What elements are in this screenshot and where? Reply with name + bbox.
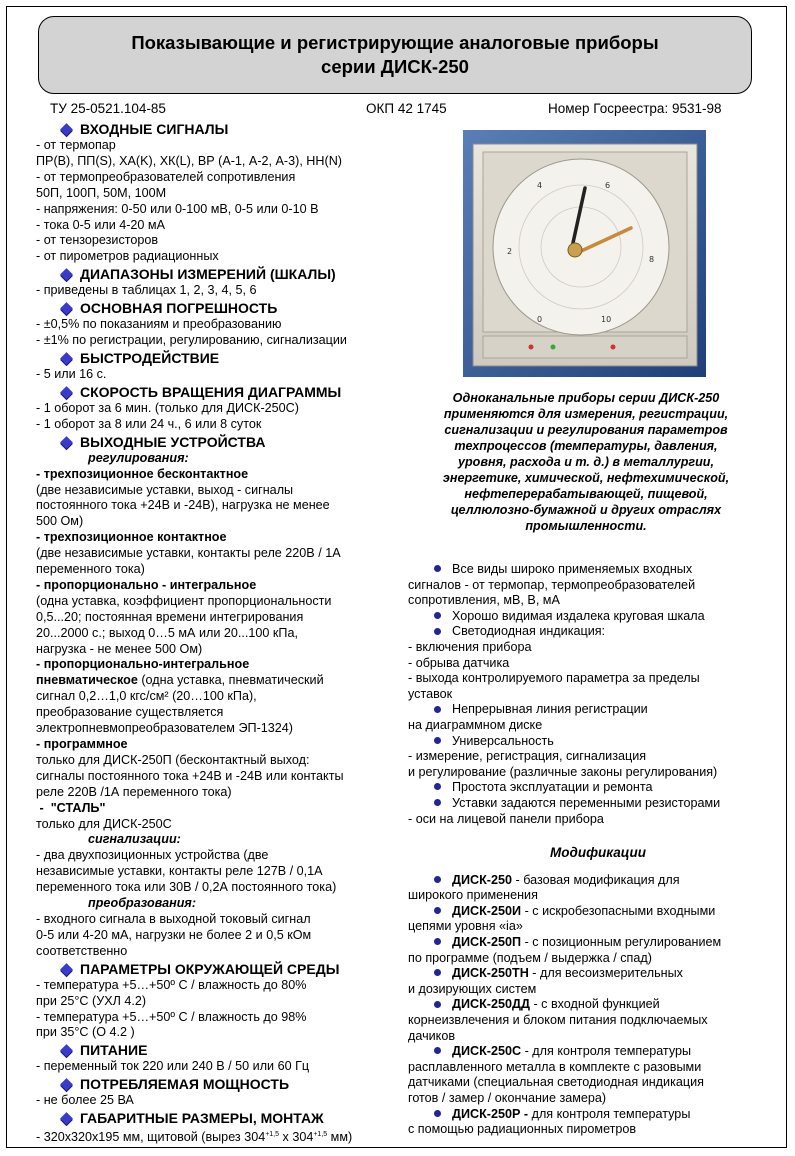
dot-bullet-icon bbox=[434, 565, 441, 572]
text-line: только для ДИСК-250С bbox=[36, 816, 172, 831]
output-type-title: пневматическое bbox=[36, 673, 138, 688]
text-line: - обрыва датчика bbox=[408, 655, 510, 670]
subheading-signalling: сигнализации: bbox=[88, 832, 181, 847]
text-line: - от тензорезисторов bbox=[36, 233, 159, 248]
registry-number: Номер Госреестра: 9531-98 bbox=[548, 101, 722, 116]
section-heading-ranges: ДИАПАЗОНЫ ИЗМЕРЕНИЙ (ШКАЛЫ) bbox=[36, 266, 408, 283]
title-line-2: серии ДИСК-250 bbox=[321, 56, 469, 77]
dot-bullet-icon bbox=[434, 1047, 441, 1054]
text-line: сопротивления, мВ, В, мА bbox=[408, 593, 560, 608]
title-banner bbox=[38, 16, 752, 94]
text-line: Одноканальные приборы серии ДИСК-250 bbox=[452, 391, 720, 405]
diamond-bullet-icon bbox=[60, 1078, 73, 1091]
text-line: 0,5...20; постоянная времени интегрирования bbox=[36, 609, 304, 624]
text-line: готов / замер / окончание замера) bbox=[408, 1091, 607, 1105]
modification-item: ДИСК-250 - базовая модификация для bbox=[408, 873, 788, 889]
feature-item: Хорошо видимая издалека круговая шкала bbox=[408, 609, 788, 625]
text-line: (две независимые уставки, выход - сигналы bbox=[36, 482, 294, 497]
text-line: - температура +5…+50º С / влажность до 98% bbox=[36, 1009, 307, 1024]
text-line: промышленности. bbox=[525, 519, 647, 533]
text-line: - переменный ток 220 или 240 В / 50 или 60 Гц bbox=[36, 1059, 310, 1074]
diamond-bullet-icon bbox=[60, 268, 73, 281]
text-line: электропневмопреобразователем ЭП-1324) bbox=[36, 721, 293, 736]
dial-label: 2 bbox=[507, 247, 513, 256]
text-line: - выхода контролируемого параметра за пределы bbox=[408, 671, 700, 686]
text-line: - напряжения: 0-50 или 0-100 мВ, 0-5 или 0-10 В bbox=[36, 201, 319, 216]
text-line: и дозирующих систем bbox=[408, 981, 537, 996]
modification-item: ДИСК-250И - с искробезопасными входными bbox=[408, 904, 788, 920]
section-heading-environment: ПАРАМЕТРЫ ОКРУЖАЮЩЕЙ СРЕДЫ bbox=[36, 961, 408, 978]
text-line: на диаграммном диске bbox=[408, 717, 543, 732]
section-heading-inputs: ВХОДНЫЕ СИГНАЛЫ bbox=[36, 121, 408, 138]
specifications-column bbox=[36, 120, 408, 1146]
text-line: целлюлозно-бумажной и других отраслях bbox=[450, 503, 722, 517]
text-line: - от термопреобразователей сопротивления bbox=[36, 169, 296, 184]
text-line: техпроцессов (температуры, давления, bbox=[454, 439, 718, 453]
text-line: - ±1% по регистрации, регулированию, сигнализации bbox=[36, 333, 347, 348]
section-heading-speed: БЫСТРОДЕЙСТВИЕ bbox=[36, 350, 408, 367]
text-line: сигнал 0,2…1,0 кгс/см² (20…100 кПа), bbox=[36, 689, 257, 704]
text-line: энергетике, химической, нефтехимической, bbox=[442, 471, 730, 485]
dot-bullet-icon bbox=[434, 876, 441, 883]
text-line: - тока 0-5 или 4-20 мА bbox=[36, 217, 165, 232]
section-heading-power: ПИТАНИЕ bbox=[36, 1042, 408, 1059]
text-line: расплавленного металла в комплекте с разовыми bbox=[408, 1059, 702, 1074]
dot-bullet-icon bbox=[434, 1001, 441, 1008]
dot-bullet-icon bbox=[434, 706, 441, 713]
text-line: (две независимые уставки, контакты реле 220В / 1А bbox=[36, 546, 341, 561]
diamond-bullet-icon bbox=[60, 386, 73, 399]
text-line: 20...2000 с.; выход 0…5 мА или 20...100 кПа, bbox=[36, 625, 298, 640]
dial-label: 0 bbox=[537, 315, 543, 324]
text-line: реле 220В /1А переменного тока) bbox=[36, 784, 232, 799]
text-line: - 1 оборот за 6 мин. (только для ДИСК-250С) bbox=[36, 400, 299, 415]
output-type-title: - пропорционально-интегральное bbox=[36, 657, 250, 672]
dot-bullet-icon bbox=[434, 969, 441, 976]
text-line: уставок bbox=[408, 686, 453, 701]
text-line: сигналы постоянного тока +24В и -24В или контакты bbox=[36, 768, 344, 783]
section-heading-rotation: СКОРОСТЬ ВРАЩЕНИЯ ДИАГРАММЫ bbox=[36, 384, 408, 401]
text-line: независимые уставки, контакты реле 127В / 0,1А bbox=[36, 864, 323, 879]
text-line: соответственно bbox=[36, 943, 128, 958]
dot-bullet-icon bbox=[434, 783, 441, 790]
output-type-title: - трехпозиционное бесконтактное bbox=[36, 466, 249, 481]
text-line: преобразование существляется bbox=[36, 705, 224, 720]
dial-label: 4 bbox=[537, 181, 543, 190]
text-line: и регулирование (различные законы регулирования) bbox=[408, 764, 718, 779]
dot-bullet-icon bbox=[434, 737, 441, 744]
text-line: постоянного тока +24В и -24В), нагрузка не менее bbox=[36, 498, 330, 513]
tu-number: ТУ 25-0521.104-85 bbox=[50, 101, 166, 116]
text-line: - включения прибора bbox=[408, 639, 532, 654]
section-heading-error: ОСНОВНАЯ ПОГРЕШНОСТЬ bbox=[36, 300, 408, 317]
diamond-bullet-icon bbox=[60, 1044, 73, 1057]
text-line: (одна уставка, коэффициент пропорциональности bbox=[36, 593, 332, 608]
text-line: - 5 или 16 с. bbox=[36, 366, 107, 381]
text-line: уровня, расхода и т. д.) в металлургии, bbox=[457, 455, 714, 469]
text-line: 0-5 или 4-20 мА, нагрузки не более 2 и 0,5 кОм bbox=[36, 927, 312, 942]
section-heading-consumption: ПОТРЕБЛЯЕМАЯ МОЩНОСТЬ bbox=[36, 1076, 408, 1093]
text-line: дачиков bbox=[408, 1028, 456, 1043]
text-line: только для ДИСК-250П (бесконтактный выход: bbox=[36, 752, 310, 767]
text-line: - приведены в таблицах 1, 2, 3, 4, 5, 6 bbox=[36, 283, 257, 298]
text-line: сигналов - от термопар, термопреобразователей bbox=[408, 577, 696, 592]
text-line: - не более 25 ВА bbox=[36, 1093, 134, 1108]
output-type-title: - пропорционально - интегральное bbox=[36, 577, 257, 592]
features-column bbox=[408, 562, 788, 1138]
feature-item: Все виды широко применяемых входных bbox=[408, 562, 788, 578]
dot-bullet-icon bbox=[434, 628, 441, 635]
modification-item: ДИСК-250Р - для контроля температуры bbox=[408, 1107, 788, 1123]
diamond-bullet-icon bbox=[60, 436, 73, 449]
dial-label: 8 bbox=[649, 255, 655, 264]
modification-item: ДИСК-250ДД - с входной функцией bbox=[408, 997, 788, 1013]
text-line bbox=[36, 673, 408, 689]
dot-bullet-icon bbox=[434, 799, 441, 806]
feature-item: Универсальность bbox=[408, 734, 788, 750]
diamond-bullet-icon bbox=[60, 352, 73, 365]
text-line: - входного сигнала в выходной токовый сигнал bbox=[36, 911, 311, 926]
text-line: нефтеперерабатывающей, пищевой, bbox=[464, 487, 708, 501]
output-type-title: - программное bbox=[36, 737, 128, 751]
text-line: 50П, 100П, 50М, 100М bbox=[36, 185, 167, 200]
dot-bullet-icon bbox=[434, 907, 441, 914]
feature-item: Уставки задаются переменными резисторами bbox=[408, 796, 788, 812]
text-line: при 35°С (О 4.2 ) bbox=[36, 1025, 135, 1040]
text-line: 500 Ом) bbox=[36, 514, 84, 529]
dot-bullet-icon bbox=[434, 1110, 441, 1117]
text-line: - от пирометров радиационных bbox=[36, 249, 219, 264]
text-line: - измерение, регистрация, сигнализация bbox=[408, 749, 647, 764]
dial-label: 6 bbox=[605, 181, 611, 190]
text-line: - ±0,5% по показаниям и преобразованию bbox=[36, 317, 282, 332]
text-line: переменного тока) bbox=[36, 562, 145, 577]
okp-number: ОКП 42 1745 bbox=[366, 101, 447, 116]
text-line: ПР(В), ПП(S), ХА(K), ХК(L), ВР (А-1, А-2, А-3), НН(N) bbox=[36, 153, 342, 168]
product-description bbox=[418, 390, 754, 534]
feature-item: Светодиодная индикация: bbox=[408, 624, 788, 640]
text-line: применяются для измерения, регистрации, bbox=[443, 407, 729, 421]
modification-item: ДИСК-250С - для контроля температуры bbox=[408, 1044, 788, 1060]
subheading-regulation: регулирования: bbox=[88, 450, 189, 465]
text-line: корнеизвлечения и блоком питания подключаемых bbox=[408, 1013, 708, 1028]
modification-item: ДИСК-250П - с позиционным регулированием bbox=[408, 935, 788, 951]
text-line: с помощью радиационных пирометров bbox=[408, 1122, 637, 1137]
inline-text: (одна уставка, пневматический bbox=[137, 673, 324, 688]
text-line: - от термопар bbox=[36, 138, 116, 152]
output-type-title: - трехпозиционное контактное bbox=[36, 530, 227, 545]
text-line: - температура +5…+50º С / влажность до 80% bbox=[36, 977, 307, 992]
text-line: при 25°С (УХЛ 4.2) bbox=[36, 993, 147, 1008]
dimensions-line: - 320х320х195 мм, щитовой (вырез $304^{+1,5}$ х $304^{+1,5}$ мм) bbox=[36, 1130, 353, 1145]
diamond-bullet-icon bbox=[60, 1112, 73, 1125]
feature-item: Непрерывная линия регистрации bbox=[408, 702, 788, 718]
modification-item: ДИСК-250ТН - для весоизмерительных bbox=[408, 966, 788, 982]
text-line: переменного тока или 30В / 0,2А постоянного тока) bbox=[36, 880, 337, 895]
diamond-bullet-icon bbox=[60, 302, 73, 315]
text-line: широкого применения bbox=[408, 888, 538, 903]
title-line-1: Показывающие и регистрирующие аналоговые приборы bbox=[131, 32, 659, 53]
text-line: датчиками (специальная светодиодная индикация bbox=[408, 1075, 704, 1090]
text-line: - 1 оборот за 8 или 24 ч., 6 или 8 суток bbox=[36, 416, 262, 431]
device-photo bbox=[463, 130, 706, 377]
modifications-title: Модификации bbox=[549, 845, 646, 861]
text-line: цепями уровня «ia» bbox=[408, 919, 523, 934]
dot-bullet-icon bbox=[434, 612, 441, 619]
text-line: по программе (подъем / выдержка / спад) bbox=[408, 950, 652, 965]
section-heading-dimensions: ГАБАРИТНЫЕ РАЗМЕРЫ, МОНТАЖ bbox=[36, 1110, 408, 1127]
text-line: сигнализации и регулирования параметров bbox=[444, 423, 728, 437]
section-heading-outputs: ВЫХОДНЫЕ УСТРОЙСТВА bbox=[36, 434, 408, 451]
dot-bullet-icon bbox=[434, 938, 441, 945]
subheading-conversion: преобразования: bbox=[88, 896, 197, 911]
text-line: - оси на лицевой панели прибора bbox=[408, 811, 604, 826]
text-line: нагрузка - не менее 500 Ом) bbox=[36, 641, 203, 656]
output-type-title: - "СТАЛЬ" bbox=[36, 800, 106, 815]
text-line: - два двухпозиционных устройства (две bbox=[36, 848, 269, 863]
diamond-bullet-icon bbox=[60, 963, 73, 976]
diamond-bullet-icon bbox=[60, 123, 73, 136]
feature-item: Простота эксплуатации и ремонта bbox=[408, 780, 788, 796]
dial-label: 10 bbox=[601, 315, 612, 324]
